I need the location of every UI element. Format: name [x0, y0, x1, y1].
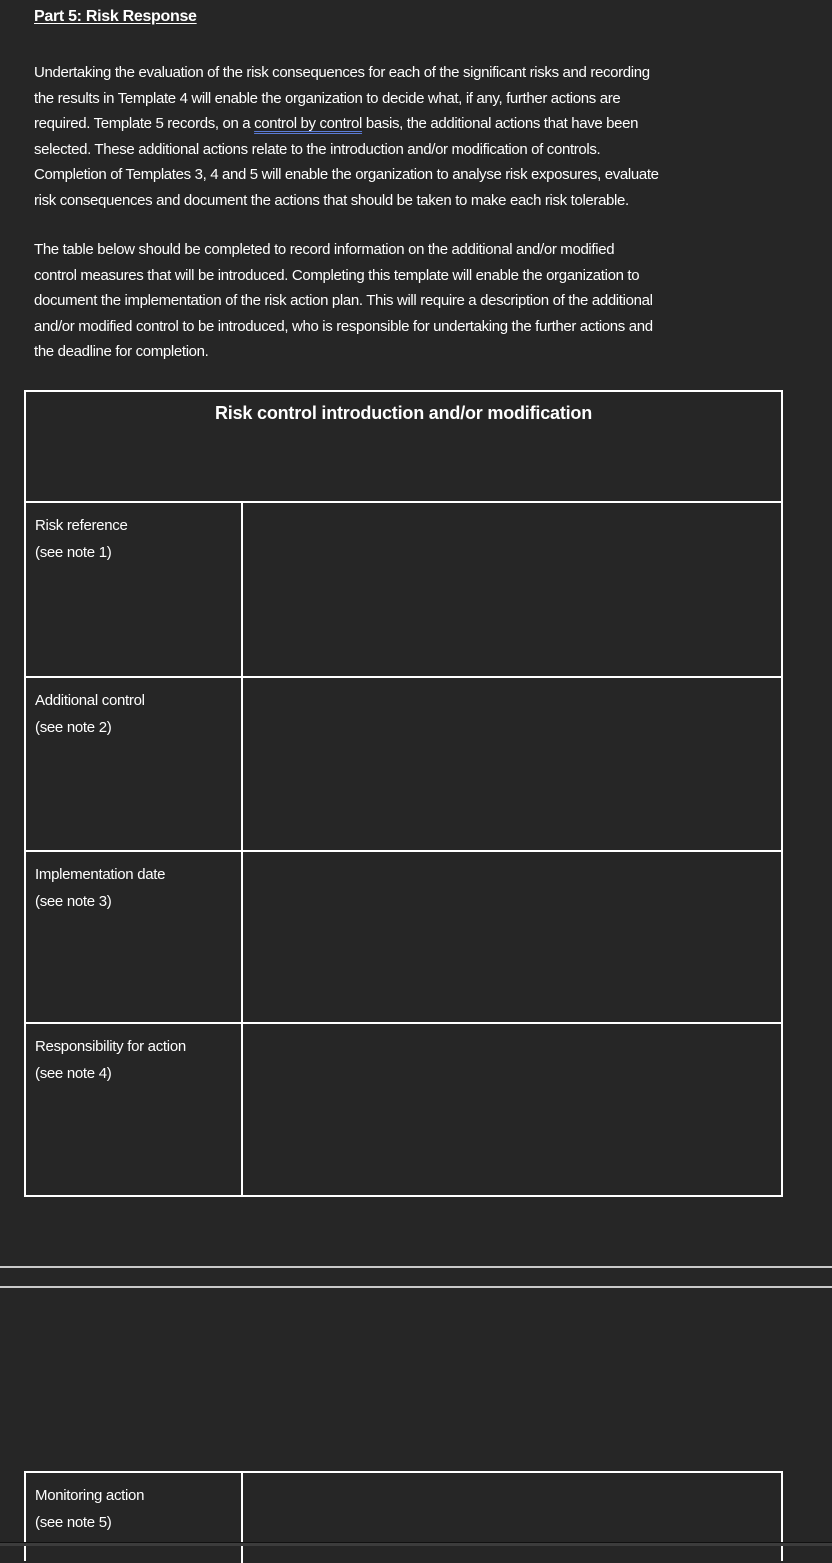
- row-label-cell[interactable]: [26, 1473, 243, 1563]
- text-fragment: basis, the additional actions that have been: [362, 115, 639, 132]
- row-label-cell[interactable]: [26, 503, 243, 676]
- row-note: (see note 2): [35, 718, 112, 736]
- text-line: the deadline for completion.: [34, 343, 209, 360]
- row-note: (see note 4): [35, 1064, 112, 1082]
- table-row-additional-control: [26, 678, 781, 852]
- table-row-implementation-date: [26, 852, 781, 1024]
- section-heading: Part 5: Risk Response: [34, 8, 197, 25]
- text-line: control measures that will be introduced. Completing this template will enable the organization to: [34, 266, 640, 284]
- row-label: Additional control: [35, 692, 145, 709]
- implementation-date-value-cell[interactable]: [243, 852, 781, 1022]
- intro-paragraph-1: [34, 60, 804, 213]
- risk-control-table-continued: [24, 1471, 783, 1561]
- table-row-monitoring-action: [26, 1473, 781, 1563]
- risk-reference-value-cell[interactable]: [243, 503, 781, 676]
- row-label: Monitoring action: [35, 1487, 145, 1504]
- row-label: Risk reference: [35, 517, 128, 534]
- row-label-cell[interactable]: [26, 1024, 243, 1195]
- table-header-row[interactable]: [26, 392, 781, 503]
- row-note: (see note 1): [35, 543, 112, 561]
- table-row-responsibility: [26, 1024, 781, 1195]
- text-line: selected. These additional actions relate to the introduction and/or modification of controls.: [34, 140, 601, 158]
- row-label: Responsibility for action: [35, 1038, 186, 1055]
- text-line: document the implementation of the risk action plan. This will require a description of the additional: [34, 292, 653, 309]
- monitoring-action-value-cell[interactable]: [243, 1473, 781, 1563]
- text-line: The table below should be completed to record information on the additional and/or modified: [34, 241, 615, 258]
- intro-paragraph-2: [34, 237, 804, 365]
- text-line: [34, 111, 804, 137]
- text-line: the results in Template 4 will enable the organization to decide what, if any, further actions are: [34, 89, 621, 107]
- text-fragment: required. Template 5 records, on a: [34, 115, 255, 132]
- window-bottom-edge: [0, 1542, 832, 1546]
- responsibility-value-cell[interactable]: [243, 1024, 781, 1195]
- text-line: Undertaking the evaluation of the risk consequences for each of the significant risks and recording: [34, 64, 650, 81]
- text-line: Completion of Templates 3, 4 and 5 will enable the organization to analyse risk exposures, evaluate: [34, 166, 659, 183]
- text-line: risk consequences and document the actions that should be taken to make each risk tolerable.: [34, 191, 629, 209]
- additional-control-value-cell[interactable]: [243, 678, 781, 850]
- page-break-bottom-line: [0, 1286, 832, 1288]
- row-note: (see note 5): [35, 1513, 112, 1531]
- table-title: Risk control introduction and/or modification: [215, 403, 592, 423]
- table-row-risk-reference: [26, 503, 781, 678]
- grammar-flagged-phrase[interactable]: control by control: [254, 115, 363, 132]
- row-label-cell[interactable]: [26, 678, 243, 850]
- risk-control-table: [24, 390, 783, 1197]
- row-label: Implementation date: [35, 866, 166, 883]
- text-line: and/or modified control to be introduced, who is responsible for undertaking the further actions and: [34, 317, 653, 335]
- page-break-top-line: [0, 1266, 832, 1268]
- row-note: (see note 3): [35, 892, 112, 910]
- row-label-cell[interactable]: [26, 852, 243, 1022]
